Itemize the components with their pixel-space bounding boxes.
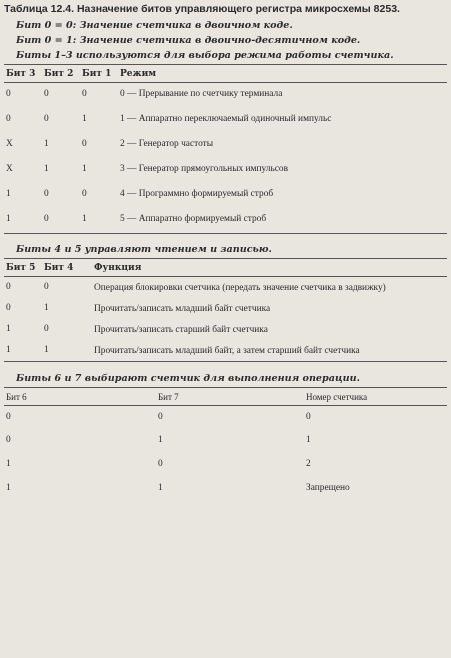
cell: 1 [44,138,49,149]
cell: 0 [44,188,49,199]
header-bit4: Бит 4 [42,259,92,277]
table-row [4,158,447,183]
cell: 1 [44,163,49,174]
cell: 0 [6,435,11,445]
cell: Запрещено [306,483,350,493]
cell: 0 [82,138,87,149]
cell: 1 [6,323,11,334]
cell: 4 — Программно формируемый строб [120,188,274,199]
cell: 1 [158,435,163,445]
cell: 0 [6,281,11,292]
cell: 1 [82,163,87,174]
cell: 1 [44,344,49,355]
cell: 0 [82,188,87,199]
cell: 0 [44,113,49,124]
cell: 2 [306,459,311,469]
table-row [4,183,447,208]
table-row [4,133,447,158]
cell: 1 [158,483,163,493]
header-counter-number: Номер счетчика [304,388,447,406]
cell: 1 [6,188,11,199]
note-bit0-binary: Бит 0 = 0: Значение счетчика в двоичном коде. [16,20,293,31]
table-row [4,298,447,319]
counter-table-header [4,388,447,406]
mode-table [4,65,447,233]
header-bit6: Бит 6 [4,388,156,406]
cell: 1 [82,213,87,224]
header-bit5: Бит 5 [4,259,42,277]
cell: 0 [82,89,87,99]
table-row [4,477,447,501]
table-row [4,208,447,233]
table-row [4,83,447,108]
header-bit1: Бит 1 [80,65,118,83]
function-table [4,259,447,361]
header-function: Функция [92,259,447,277]
cell: 1 [6,213,11,224]
cell: 0 [44,281,49,292]
cell: Операция блокировки счетчика (передать значение счетчика в задвижку) [94,282,386,293]
cell: Прочитать/записать младший байт счетчика [94,303,271,314]
cell: 1 [306,435,311,445]
header-mode: Режим [118,65,447,83]
cell: Прочитать/записать младший байт, а затем старший байт счетчика [94,345,360,356]
header-bit3: Бит 3 [4,65,42,83]
cell: 0 [6,89,11,99]
cell: 0 [44,89,49,99]
cell: 0 [6,411,11,422]
cell: 0 [6,302,11,313]
note-bits-4-5: Биты 4 и 5 управляют чтением и записью. [16,243,272,255]
cell: 0 [44,213,49,224]
cell: 5 — Аппаратно формируемый строб [120,213,267,224]
cell: 1 [82,113,87,124]
cell: X [6,138,13,149]
table-row [4,319,447,340]
cell: 0 [158,411,163,422]
cell: 3 — Генератор прямоугольных импульсов [120,163,289,174]
cell: 1 — Аппаратно переключаемый одиночный импульс [120,113,332,124]
cell: X [6,163,13,174]
function-table-header [4,259,447,277]
cell: Прочитать/записать старший байт счетчика [94,324,268,335]
note-bits-6-7: Биты 6 и 7 выбирают счетчик для выполнения операции. [16,372,360,384]
note-bits-1-3: Биты 1–3 используются для выбора режима работы счетчика. [16,50,394,61]
table-row [4,453,447,477]
counter-table [4,388,447,502]
cell: 0 [306,411,311,422]
table-title: Таблица 12.4. Назначение битов управляющего регистра микросхемы 8253. [4,3,400,15]
cell: 0 [158,459,163,469]
cell: 0 [44,323,49,334]
cell: 1 [6,344,11,355]
table-row [4,405,447,429]
table-row [4,108,447,133]
table-row [4,276,447,298]
table-row [4,340,447,361]
cell: 2 — Генератор частоты [120,138,214,149]
cell: 0 — Прерывание по счетчику терминала [120,89,283,99]
header-bit7: Бит 7 [156,388,304,406]
cell: 0 [6,113,11,124]
cell: 1 [6,459,11,469]
header-bit2: Бит 2 [42,65,80,83]
mode-table-header [4,65,447,83]
note-bit0-bcd: Бит 0 = 1: Значение счетчика в двоично-десятичном коде. [16,35,361,46]
cell: 1 [6,483,11,493]
cell: 1 [44,302,49,313]
table-row [4,429,447,453]
